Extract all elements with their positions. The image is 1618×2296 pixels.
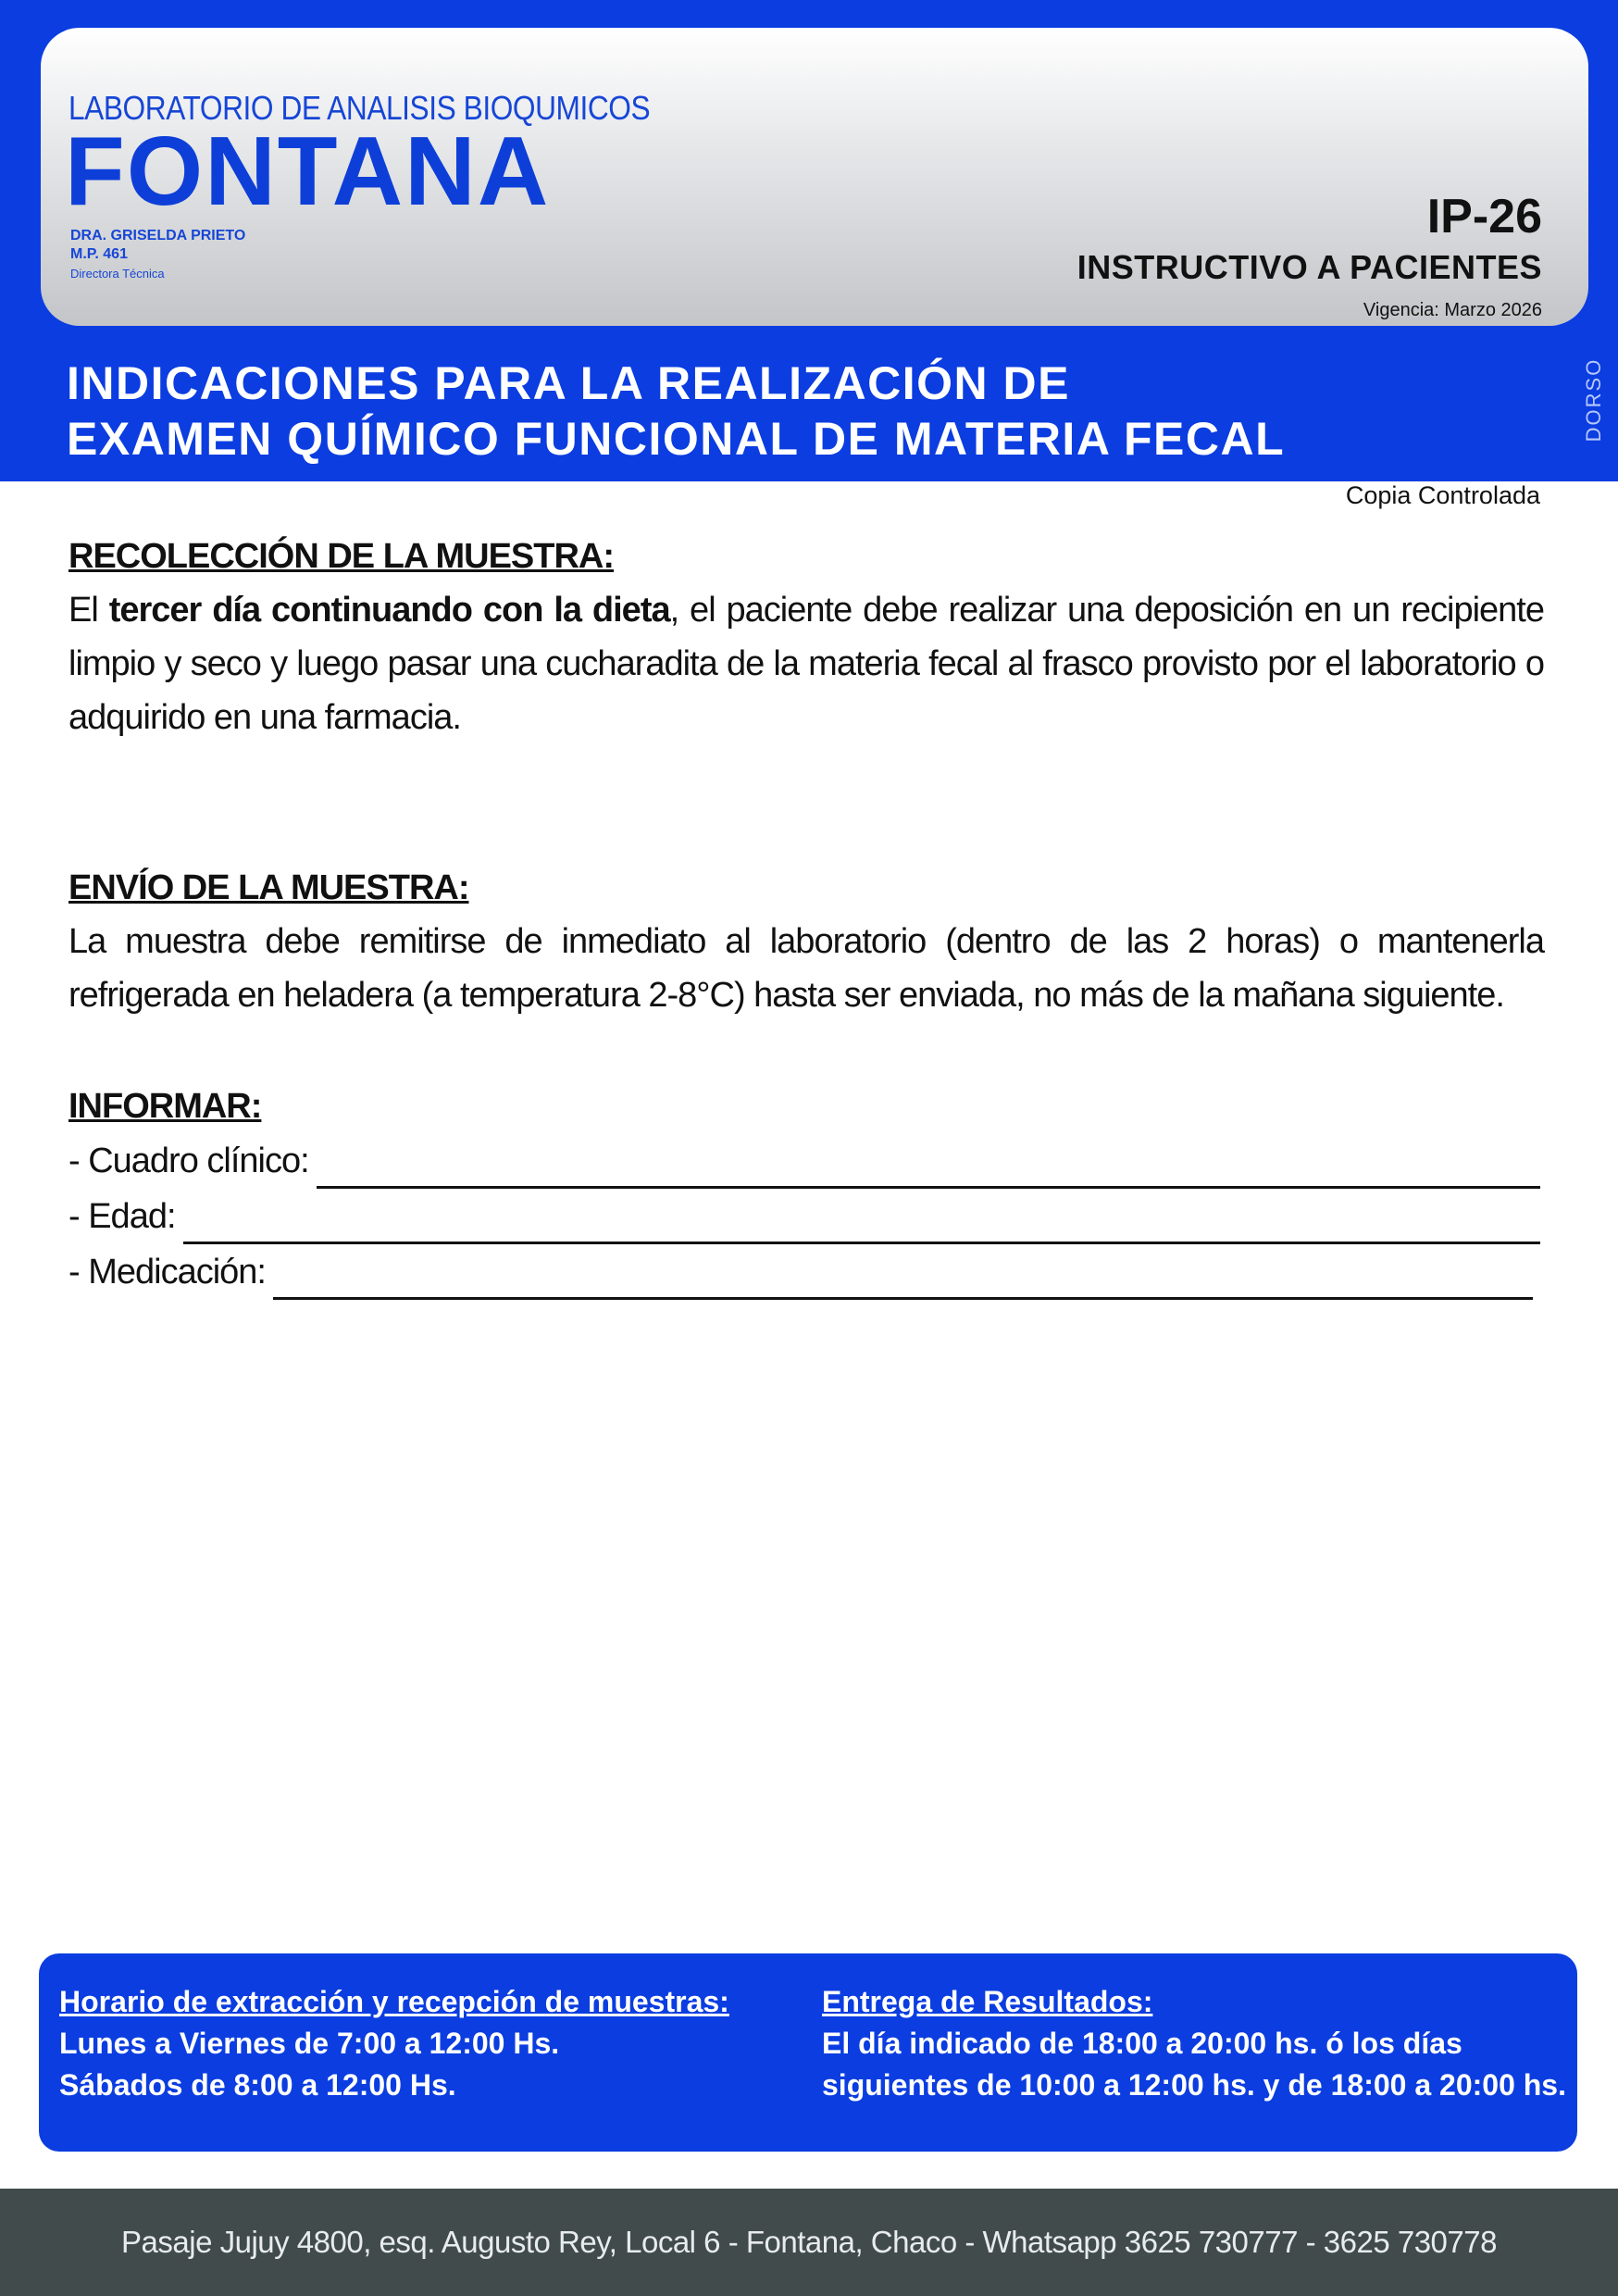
inform-label-age: - Edad: (68, 1197, 176, 1236)
collection-section (68, 535, 1544, 744)
results-heading: Entrega de Resultados: (822, 1985, 1153, 2018)
inform-row-clinical (68, 1133, 1540, 1189)
document-code: IP-26 (1426, 190, 1542, 243)
inform-row-medication (68, 1244, 1533, 1300)
shipping-section (68, 867, 1544, 1022)
inform-label-medication: - Medicación: (68, 1253, 266, 1292)
medication-blank-line[interactable] (273, 1256, 1533, 1300)
lab-name: LABORATORIO DE ANALISIS BIOQUMICOS (68, 89, 651, 127)
results-line-2: siguientes de 10:00 a 12:00 hs. y de 18:00 a 20:00 hs. (822, 2068, 1566, 2102)
hours-weekdays: Lunes a Viernes de 7:00 a 12:00 Hs. (59, 2027, 560, 2060)
side-tag: DORSO (1582, 357, 1605, 443)
inform-section (68, 1085, 1540, 1300)
collection-body-emphasis: tercer día continuando con la dieta (108, 591, 670, 630)
director-license: M.P. 461 (70, 246, 128, 262)
collection-heading: RECOLECCIÓN DE LA MUESTRA: (68, 537, 615, 576)
hours-column (59, 1981, 729, 2106)
document-type: INSTRUCTIVO A PACIENTES (1077, 248, 1542, 286)
schedule-box (39, 1953, 1577, 2152)
footer-address-bar (0, 2189, 1618, 2296)
title-line-2: EXAMEN QUÍMICO FUNCIONAL DE MATERIA FECAL (67, 413, 1286, 465)
page-title (67, 356, 1492, 467)
inform-heading: INFORMAR: (68, 1087, 262, 1126)
director-role: Directora Técnica (70, 267, 165, 281)
results-line-1: El día indicado de 18:00 a 20:00 hs. ó los días (822, 2027, 1462, 2060)
shipping-body: La muestra debe remitirse de inmediato al laboratorio (dentro de las 2 horas) o mantenerla refrigerada en heladera (a temperatura 2-8°C) hasta ser enviada, no más de la mañana siguiente. (68, 922, 1544, 1015)
inform-row-age (68, 1189, 1540, 1244)
collection-body-rest: , el paciente debe realizar una deposición en un recipiente limpio y seco y luego pasar una cucharadita de la materia fecal al frasco provisto por el laboratorio o adquirido en una farmacia. (68, 591, 1544, 737)
controlled-copy-label: Copia Controlada (1345, 481, 1540, 509)
shipping-heading: ENVÍO DE LA MUESTRA: (68, 868, 469, 907)
hours-saturdays: Sábados de 8:00 a 12:00 Hs. (59, 2068, 456, 2102)
hours-heading: Horario de extracción y recepción de muestras: (59, 1985, 729, 2018)
results-column (822, 1981, 1566, 2106)
clinical-blank-line[interactable] (317, 1145, 1540, 1189)
collection-body (68, 583, 1544, 744)
inform-label-clinical: - Cuadro clínico: (68, 1142, 309, 1180)
document-validity: Vigencia: Marzo 2026 (1363, 300, 1542, 320)
age-blank-line[interactable] (183, 1201, 1540, 1244)
title-line-1: INDICACIONES PARA LA REALIZACIÓN DE (67, 357, 1070, 409)
director-name: DRA. GRISELDA PRIETO (70, 228, 246, 243)
lab-logo-text: FONTANA (65, 117, 551, 226)
collection-body-prefix: El (68, 591, 109, 630)
footer-address: Pasaje Jujuy 4800, esq. Augusto Rey, Local 6 - Fontana, Chaco - Whatsapp 3625 730777 - 3625 730778 (121, 2225, 1497, 2259)
